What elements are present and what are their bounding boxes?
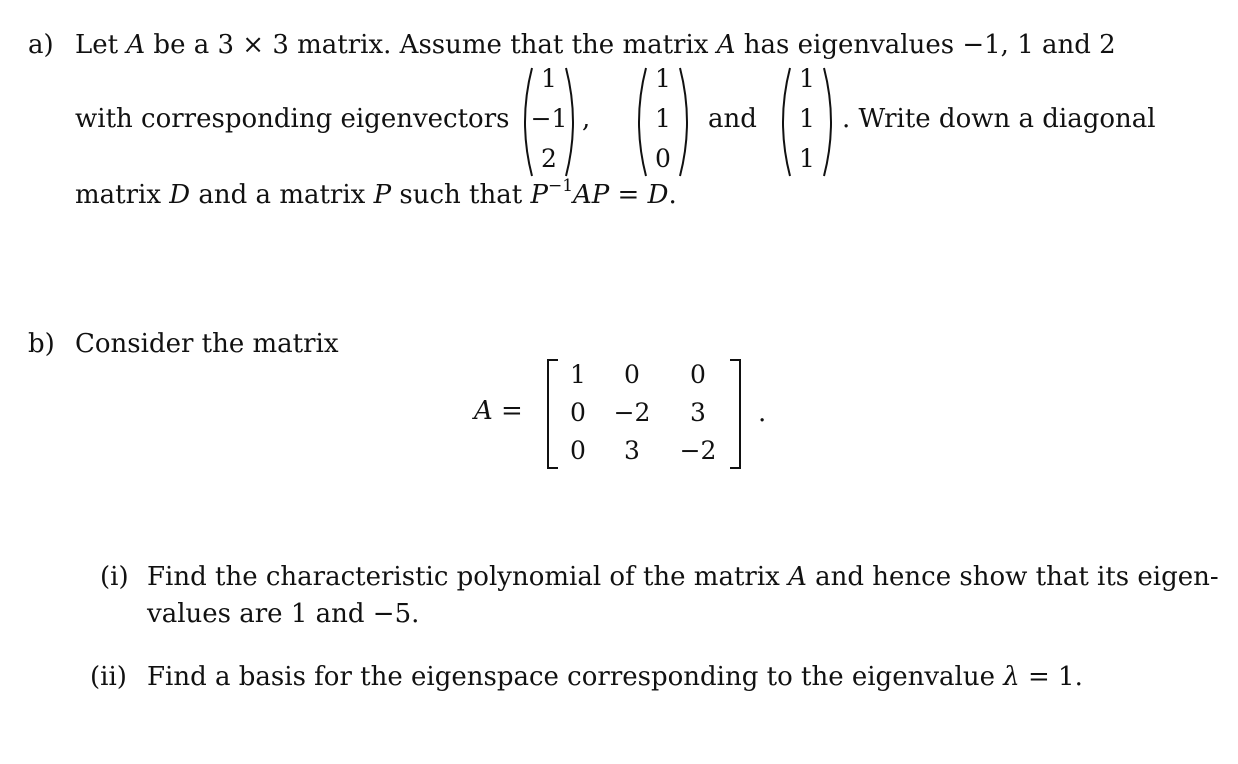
matrix-A: [540, 356, 770, 472]
math-A: A: [788, 562, 807, 592]
math-P: P: [373, 180, 392, 210]
part-a-line-1: [75, 30, 1116, 60]
vector-entry: −1: [530, 104, 568, 133]
vector-entry: 1: [655, 64, 671, 93]
text: such that: [399, 180, 523, 210]
matrix-entry: 0: [570, 436, 586, 465]
part-a-line-2-text: with corresponding eigenvectors: [75, 104, 510, 134]
sub-ii-label: (ii): [90, 662, 127, 692]
matrix-entry: 1: [570, 360, 586, 389]
text: = 1.: [1019, 662, 1083, 692]
vector-entry: 1: [541, 64, 557, 93]
vector-entry: 2: [541, 144, 557, 173]
eigenvector-1: [520, 64, 578, 180]
text: Let: [75, 30, 119, 60]
vector-entry: 1: [799, 144, 815, 173]
math-P: P: [530, 180, 548, 210]
comma: ,: [582, 104, 591, 134]
sub-i-label: (i): [100, 562, 129, 592]
equals: =: [492, 396, 523, 426]
matrix-entry: −2: [679, 436, 717, 465]
text: and hence show that its eigen-: [815, 562, 1219, 592]
part-b-intro: Consider the matrix: [75, 329, 339, 359]
math-AP: AP: [573, 180, 610, 210]
text: and a matrix: [198, 180, 366, 210]
sub-i-line-2: values are 1 and −5.: [147, 599, 420, 629]
part-a-line-2-tail: . Write down a diagonal: [842, 104, 1156, 134]
matrix-entry: 3: [690, 398, 706, 427]
math-A: A: [716, 30, 736, 60]
vector-entry: 1: [799, 64, 815, 93]
matrix-entry: 0: [624, 360, 640, 389]
equals: =: [609, 180, 648, 210]
math-A: A: [474, 396, 493, 426]
math-D: D: [169, 180, 191, 210]
math-A: A: [126, 30, 146, 60]
matrix-entry: 0: [690, 360, 706, 389]
matrix-entry: 3: [624, 436, 640, 465]
sub-i-line-1: [147, 562, 1219, 592]
eigenvector-2: [634, 64, 692, 180]
eigenvector-3: [778, 64, 836, 180]
text: matrix: [75, 180, 162, 210]
sub-ii-line: [147, 662, 1083, 692]
math-D: D: [647, 180, 669, 210]
text: be a 3 × 3 matrix. Assume that the matrix: [153, 30, 709, 60]
and-text: and: [708, 104, 757, 134]
matrix-lhs: [474, 396, 523, 426]
part-a-line-3: [75, 176, 677, 210]
matrix-entry: 0: [570, 398, 586, 427]
vector-entry: 1: [655, 104, 671, 133]
part-a-label: a): [28, 30, 54, 60]
matrix-period: .: [758, 398, 767, 428]
vector-entry: 1: [799, 104, 815, 133]
vector-entry: 0: [655, 144, 671, 173]
superscript-inverse: −1: [547, 176, 574, 196]
part-b-label: b): [28, 329, 55, 359]
text: has eigenvalues −1, 1 and 2: [743, 30, 1116, 60]
text: Find the characteristic polynomial of the matrix: [147, 562, 780, 592]
period: .: [668, 180, 677, 210]
math-lambda: λ: [1003, 662, 1020, 692]
text: Find a basis for the eigenspace corresponding to the eigenvalue: [147, 662, 995, 692]
matrix-entry: −2: [613, 398, 651, 427]
